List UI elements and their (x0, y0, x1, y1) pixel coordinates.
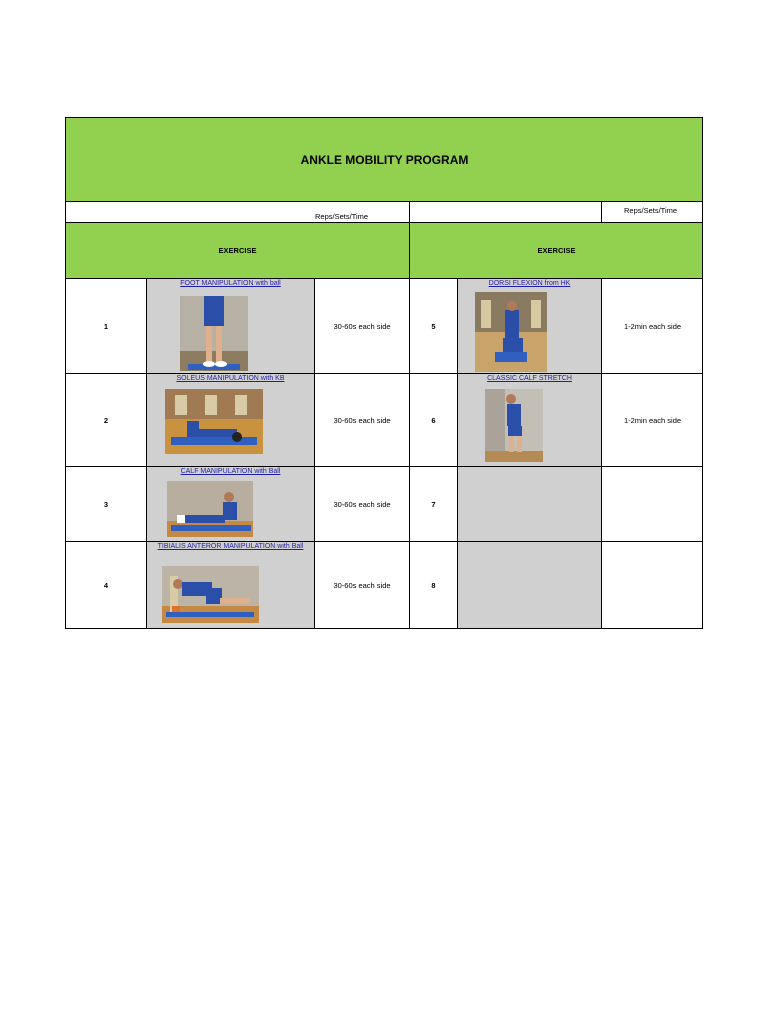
row-number-cell (65, 373, 146, 466)
reps-cell (601, 278, 703, 373)
exercise-photo (165, 389, 263, 454)
row-number: 1 (103, 321, 109, 331)
reps-cell (314, 278, 409, 373)
reps-cell (601, 466, 703, 541)
exercise-sheet (65, 117, 703, 629)
reps-value: 30-60s each side (333, 415, 391, 425)
row-number-cell (65, 278, 146, 373)
row-number: 8 (431, 580, 436, 590)
exercise-cell (457, 373, 601, 466)
reps-cell (601, 373, 703, 466)
exercise-header-right (409, 222, 703, 278)
exercise-photo (475, 292, 547, 372)
exercise-cell (457, 466, 601, 541)
reps-value: 1-2min each side (623, 321, 682, 331)
reps-header-left-cell (65, 201, 409, 222)
row-number-cell (409, 373, 457, 466)
reps-value: 30-60s each side (333, 580, 391, 590)
exercise-link-foot-manipulation[interactable]: FOOT MANIPULATION with ball (180, 280, 281, 287)
exercise-header-left-label: EXERCISE (218, 246, 257, 255)
row-number-cell (409, 541, 457, 629)
reps-header-left: Reps/Sets/Time (315, 212, 369, 221)
reps-cell (314, 541, 409, 629)
exercise-photo (162, 566, 259, 623)
exercise-cell (457, 278, 601, 373)
row-number-cell (65, 466, 146, 541)
row-number: 5 (431, 321, 436, 331)
exercise-header-left (65, 222, 409, 278)
title-cell (65, 117, 703, 201)
reps-cell (314, 466, 409, 541)
reps-cell (314, 373, 409, 466)
row-number: 6 (431, 415, 436, 425)
row-number: 2 (103, 415, 109, 425)
reps-value: 30-60s each side (333, 499, 391, 509)
reps-header-right-cell (601, 201, 703, 222)
row-number: 4 (103, 580, 109, 590)
row-number-cell (65, 541, 146, 629)
row-number: 3 (103, 499, 109, 509)
reps-value: 30-60s each side (333, 321, 391, 331)
exercise-cell (146, 541, 314, 629)
row-number-cell (409, 278, 457, 373)
reps-value: 1-2min each side (623, 415, 682, 425)
exercise-cell (146, 466, 314, 541)
reps-header-right: Reps/Sets/Time (624, 206, 678, 215)
reps-header-mid-cell (409, 201, 601, 222)
exercise-link-calf-manipulation[interactable]: CALF MANIPULATION with Ball (180, 468, 281, 475)
exercise-photo (167, 481, 253, 537)
exercise-cell (146, 278, 314, 373)
row-number-cell (409, 466, 457, 541)
exercise-header-right-label: EXERCISE (537, 246, 576, 255)
exercise-link-soleus-manipulation[interactable]: SOLEUS MANIPULATION with KB (176, 375, 285, 382)
exercise-link-tibialis-anterior-manipulation[interactable]: TIBIALIS ANTEROR MANIPULATION with Ball (157, 543, 304, 550)
exercise-link-dorsi-flexion[interactable]: DORSI FLEXION from HK (488, 280, 571, 287)
exercise-photo (180, 296, 248, 371)
exercise-cell (146, 373, 314, 466)
reps-cell (601, 541, 703, 629)
exercise-cell (457, 541, 601, 629)
exercise-photo (485, 389, 543, 462)
exercise-link-classic-calf-stretch[interactable]: CLASSIC CALF STRETCH (487, 375, 572, 382)
page-title: ANKLE MOBILITY PROGRAM (300, 152, 469, 167)
row-number: 7 (431, 499, 436, 509)
